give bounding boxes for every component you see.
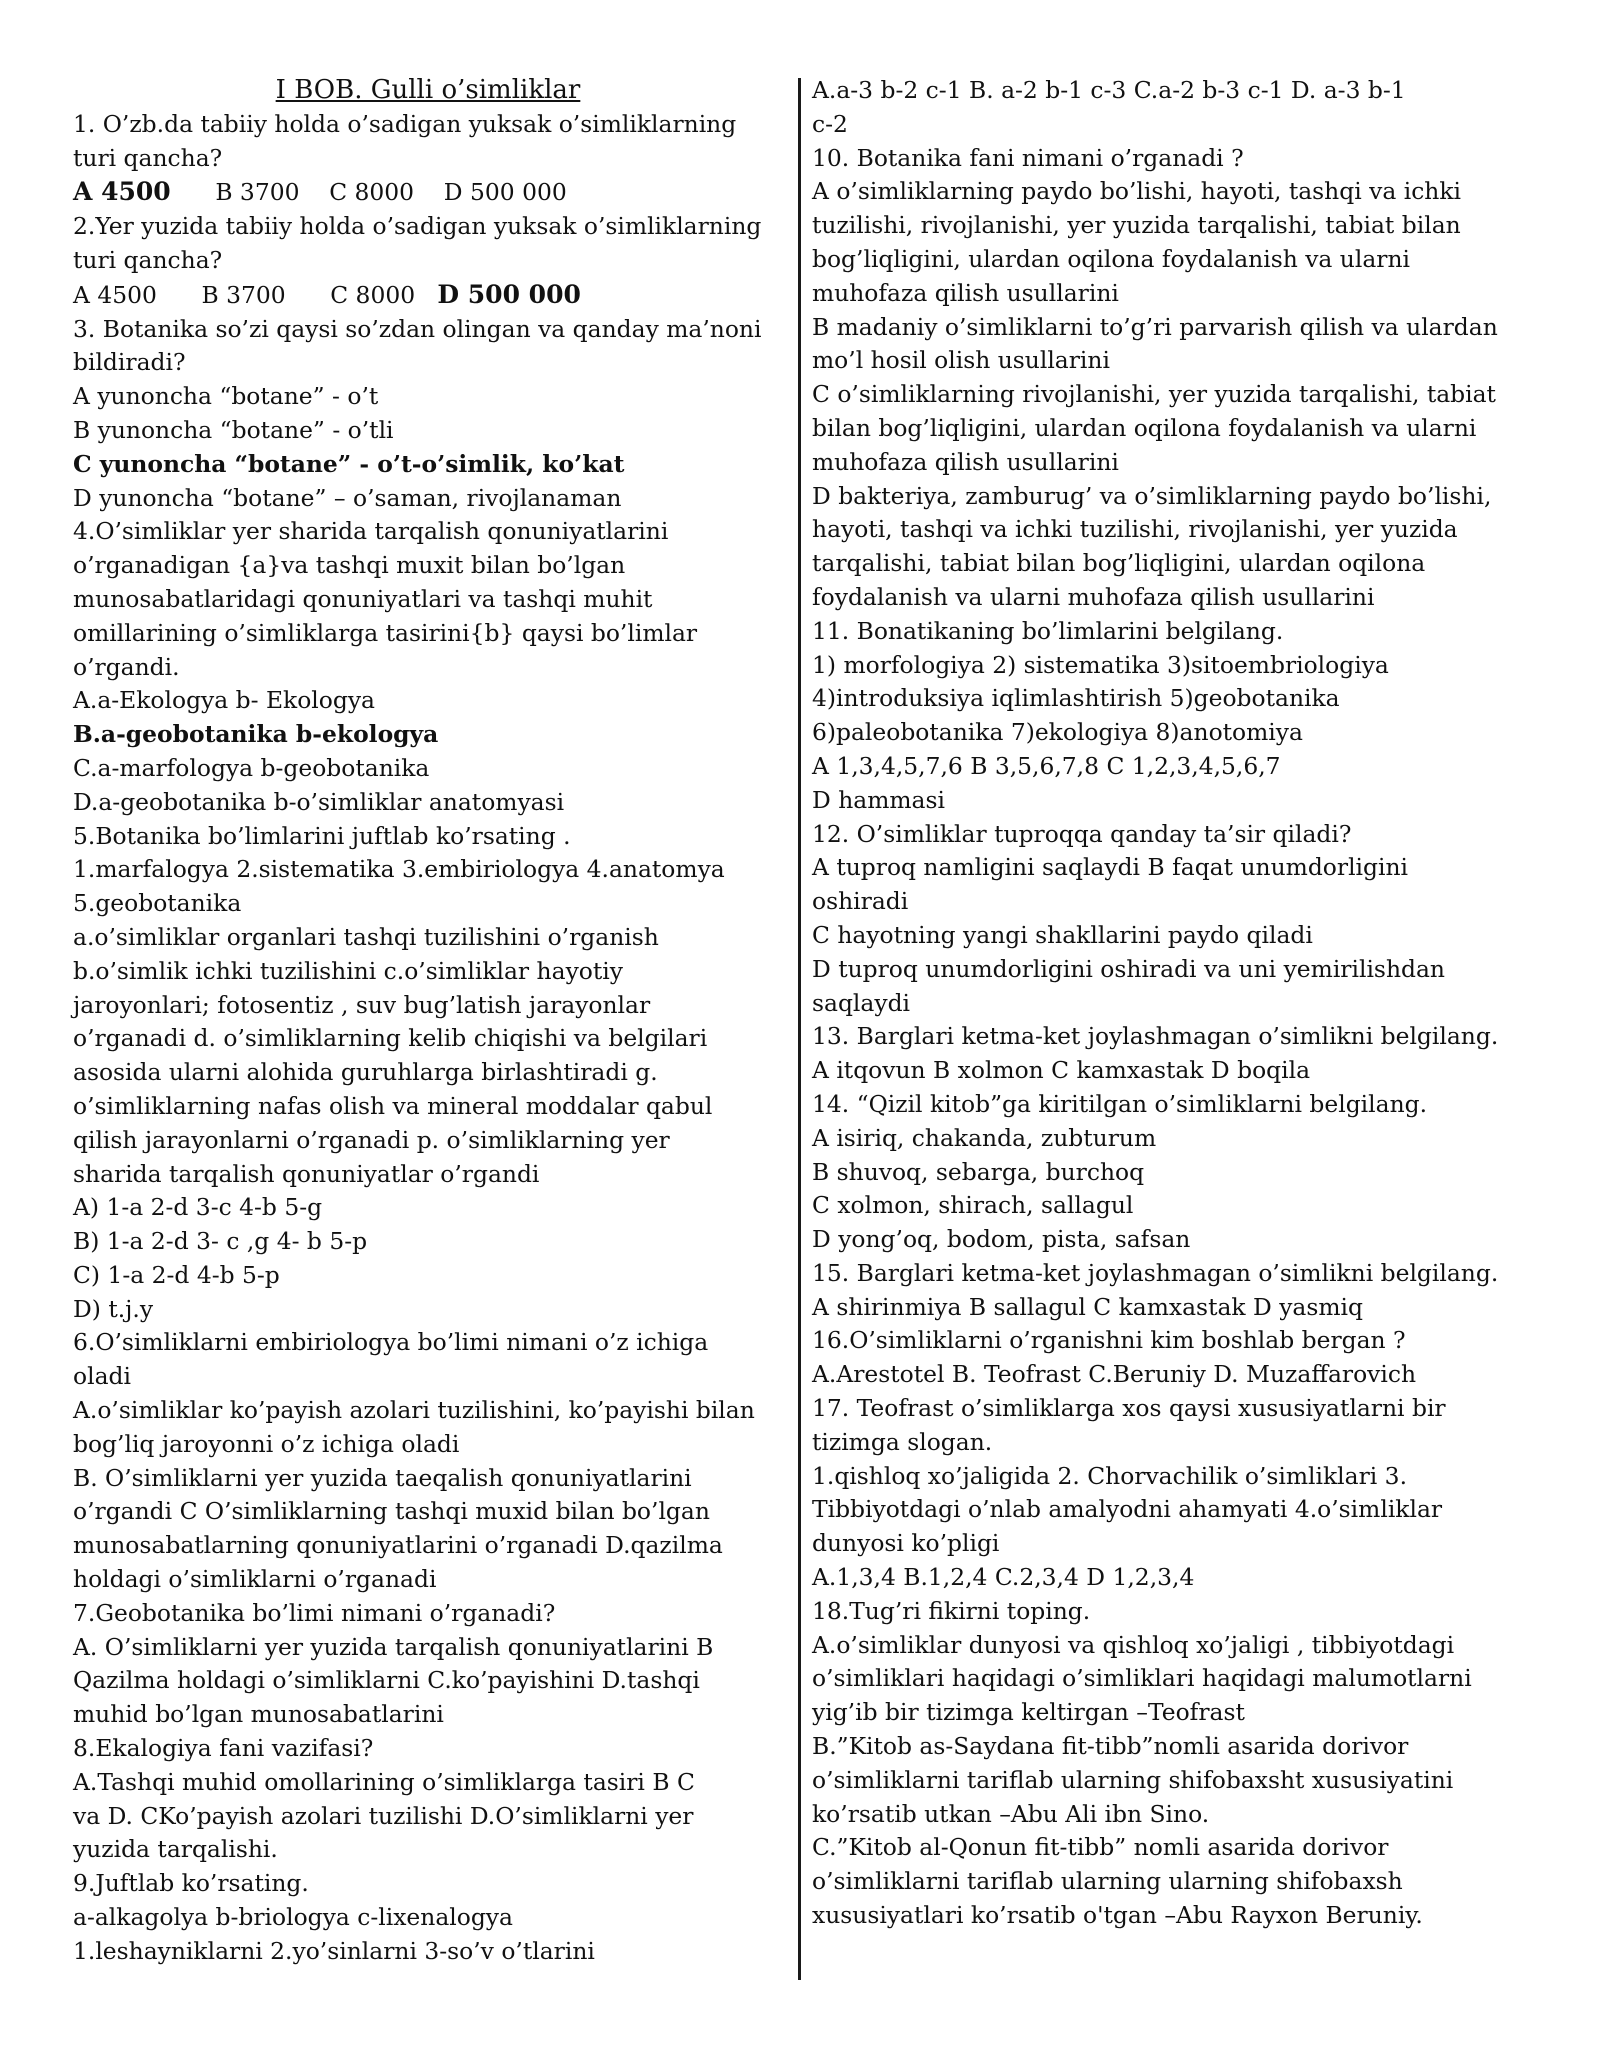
text-line: o’rganadi d. o’simliklarning kelib chiqishi va belgilari: [73, 1024, 708, 1053]
text-line: 4.O’simliklar yer sharida tarqalish qonuniyatlarini: [73, 517, 669, 546]
text-line: turi qancha?: [73, 143, 223, 172]
correct-answer-line: B.a-geobotanika b-ekologya: [73, 720, 439, 749]
text-line: bog’liq jaroyonni o’z ichiga oladi: [73, 1429, 460, 1458]
text-line: 1.qishloq xo’jaligida 2. Chorvachilik o’simliklari 3.: [812, 1461, 1407, 1490]
text-line: o’rgandi.: [73, 652, 180, 681]
text-line: muhofaza qilish usullarini: [812, 447, 1119, 476]
q1-options: [73, 175, 783, 210]
text-line: yig’ib bir tizimga keltirgan –Teofrast: [812, 1698, 1245, 1727]
text-line: B madaniy o’simliklarni to’g’ri parvarish qilish va ulardan: [812, 312, 1498, 341]
text-line: D) t.j.y: [73, 1294, 154, 1323]
text-line: o’simliklarning nafas olish va mineral moddalar qabul: [73, 1091, 713, 1120]
text-line: Tibbiyotdagi o’nlab amalyodni ahamyati 4.o’simliklar: [812, 1495, 1443, 1524]
text-line: 1.marfalogya 2.sistematika 3.embiriologya 4.anatomya: [73, 855, 725, 884]
text-line: asosida ularni alohida guruhlarga birlashtiradi g.: [73, 1058, 658, 1087]
text-line: 2.Yer yuzida tabiiy holda o’sadigan yuksak o’simliklarning: [73, 212, 762, 241]
text-line: 18.Tug’ri fikirni toping.: [812, 1596, 1091, 1625]
text-line: 3. Botanika so’zi qaysi so’zdan olingan va qanday ma’noni: [73, 314, 762, 343]
text-line: bilan bog’liqligini, ulardan oqilona foydalanish va ularni: [812, 413, 1477, 442]
text-line: o’simliklari haqidagi o’simliklari haqidagi malumotlarni: [812, 1664, 1472, 1693]
column-divider: [798, 78, 801, 1980]
text-line: va D. CKo’payish azolari tuzilishi D.O’simliklarni yer: [73, 1801, 694, 1830]
text-line: B shuvoq, sebarga, burchoq: [812, 1157, 1145, 1186]
text-line: oladi: [73, 1362, 131, 1391]
text-line: A.a-3 b-2 c-1 B. a-2 b-1 c-3 C.a-2 b-3 c-1 D. a-3 b-1: [812, 76, 1406, 104]
text-line: D hammasi: [812, 785, 945, 814]
text-line: 15. Barglari ketma-ket joylashmagan o’simlikni belgilang.: [812, 1258, 1499, 1287]
text-line: 10. Botanika fani nimani o’rganadi ?: [812, 143, 1244, 172]
text-line: 7.Geobotanika bo’limi nimani o’rganadi?: [73, 1598, 556, 1627]
left-column: [73, 74, 783, 1969]
text-line: jaroyonlari; fotosentiz , suv bug’latish jarayonlar: [73, 990, 651, 1019]
text-line: A isiriq, chakanda, zubturum: [812, 1123, 1157, 1152]
text-line: yuzida tarqalishi.: [73, 1835, 278, 1864]
text-line: o’simliklarni tariflab ularning shifobaxsht xususiyatini: [812, 1765, 1454, 1794]
text-line: C o’simliklarning rivojlanishi, yer yuzida tarqalishi, tabiat: [812, 380, 1496, 409]
text-line: tuzilishi, rivojlanishi, yer yuzida tarqalishi, tabiat bilan: [812, 211, 1461, 240]
text-line: turi qancha?: [73, 245, 223, 274]
text-line: b.o’simlik ichki tuzilishini c.o’simliklar hayotiy: [73, 956, 623, 985]
text-line: B. O’simliklarni yer yuzida taeqalish qonuniyatlarini: [73, 1463, 692, 1492]
text-line: Qazilma holdagi o’simliklarni C.ko’payishini D.tashqi: [73, 1666, 700, 1695]
text-line: C) 1-a 2-d 4-b 5-p: [73, 1260, 280, 1289]
text-line: muhid bo’lgan munosabatlarini: [73, 1700, 444, 1729]
text-line: 11. Bonatikaning bo’limlarini belgilang.: [812, 616, 1284, 645]
text-line: tarqalishi, tabiat bilan bog’liqligini, ulardan oqilona: [812, 549, 1426, 578]
text-line: A.a-Ekologya b- Ekologya: [73, 686, 375, 715]
text-line: 5.Botanika bo’limlarini juftlab ko’rsating .: [73, 821, 571, 850]
text-line: 6)paleobotanika 7)ekologiya 8)anotomiya: [812, 718, 1303, 747]
text-line: 17. Teofrast o’simliklarga xos qaysi xususiyatlarni bir: [812, 1394, 1446, 1423]
text-line: 13. Barglari ketma-ket joylashmagan o’simlikni belgilang.: [812, 1022, 1499, 1051]
text-line: 5.geobotanika: [73, 889, 242, 918]
text-line: o’simliklarni tariflab ularning ularning shifobaxsh: [812, 1867, 1403, 1896]
text-line: B) 1-a 2-d 3- c ,g 4- b 5-p: [73, 1227, 368, 1256]
text-line: sharida tarqalish qonuniyatlar o’rgandi: [73, 1159, 540, 1188]
text-line: A 1,3,4,5,7,6 B 3,5,6,7,8 C 1,2,3,4,5,6,7: [812, 751, 1281, 780]
text-line: 8.Ekalogiya fani vazifasi?: [73, 1734, 374, 1763]
text-line: bildiradi?: [73, 348, 186, 377]
text-line: a-alkagolya b-briologya c-lixenalogya: [73, 1903, 513, 1932]
text-line: A) 1-a 2-d 3-c 4-b 5-g: [73, 1193, 323, 1222]
text-line: bog’liqligini, ulardan oqilona foydalanish va ularni: [812, 244, 1411, 273]
text-line: a.o’simliklar organlari tashqi tuzilishini o’rganish: [73, 922, 659, 951]
text-line: omillarining o’simliklarga tasirini{b} qaysi bo’limlar: [73, 618, 698, 647]
text-line: C.”Kitob al-Qonun fit-tibb” nomli asarida dorivor: [812, 1833, 1389, 1862]
text-line: 14. “Qizil kitob”ga kiritilgan o’simliklarni belgilang.: [812, 1089, 1428, 1118]
q1-correct-answer: A 4500: [73, 177, 171, 207]
q2-other-options: A 4500 B 3700 C 8000: [73, 280, 438, 309]
text-line: munosabatlaridagi qonuniyatlari va tashqi muhit: [73, 584, 653, 613]
text-line: dunyosi ko’pligi: [812, 1529, 1000, 1558]
text-line: A.Tashqi muhid omollarining o’simliklarga tasiri B C: [73, 1767, 695, 1796]
text-line: A itqovun B xolmon C kamxastak D boqila: [812, 1056, 1311, 1085]
text-line: B yunoncha “botane” - o’tli: [73, 415, 394, 444]
right-column: [812, 74, 1532, 1933]
text-line: 4)introduksiya iqlimlashtirish 5)geobotanika: [812, 684, 1340, 713]
text-line: o’rgandi C O’simliklarning tashqi muxid bilan bo’lgan: [73, 1497, 710, 1526]
text-line: A.1,3,4 B.1,2,4 C.2,3,4 D 1,2,3,4: [812, 1563, 1195, 1592]
text-line: hayoti, tashqi va ichki tuzilishi, rivojlanishi, yer yuzida: [812, 515, 1458, 544]
text-line: munosabatlarning qonuniyatlarini o’rganadi D.qazilma: [73, 1531, 723, 1560]
text-line: c-2: [812, 109, 848, 138]
text-line: ko’rsatib utkan –Abu Ali ibn Sino.: [812, 1799, 1210, 1828]
chapter-title: I BOB. Gulli o’simliklar: [275, 75, 581, 105]
q2-options: [73, 278, 783, 313]
text-line: 1. O’zb.da tabiiy holda o’sadigan yuksak o’simliklarning: [73, 109, 737, 138]
text-line: oshiradi: [812, 887, 909, 916]
text-line: D tuproq unumdorligini oshiradi va uni yemirilishdan: [812, 954, 1445, 983]
text-line: saqlaydi: [812, 988, 911, 1017]
text-line: A tuproq namligini saqlaydi B faqat unumdorligini: [812, 853, 1409, 882]
text-line: qilish jarayonlarni o’rganadi p. o’simliklarning yer: [73, 1125, 670, 1154]
text-line: A. O’simliklarni yer yuzida tarqalish qonuniyatlarini B: [73, 1632, 714, 1661]
text-line: tizimga slogan.: [812, 1427, 993, 1456]
text-line: D bakteriya, zamburug’ va o’simliklarning paydo bo’lishi,: [812, 481, 1492, 510]
correct-answer-line: C yunoncha “botane” - o’t-o’simlik, ko’kat: [73, 449, 625, 478]
text-line: A shirinmiya B sallagul C kamxastak D yasmiq: [812, 1292, 1364, 1321]
text-line: 9.Juftlab ko’rsating.: [73, 1869, 309, 1898]
text-line: 1.leshayniklarni 2.yo’sinlarni 3-so’v o’tlarini: [73, 1936, 595, 1965]
text-line: B.”Kitob as-Saydana fit-tibb”nomli asarida dorivor: [812, 1732, 1409, 1761]
text-line: D yunoncha “botane” – o’saman, rivojlanaman: [73, 483, 622, 512]
text-line: A.o’simliklar ko’payish azolari tuzilishini, ko’payishi bilan: [73, 1396, 755, 1425]
q2-correct-answer: D 500 000: [437, 279, 581, 309]
text-line: holdagi o’simliklarni o’rganadi: [73, 1565, 437, 1594]
text-line: C xolmon, shirach, sallagul: [812, 1191, 1134, 1220]
text-line: muhofaza qilish usullarini: [812, 278, 1119, 307]
text-line: C.a-marfologya b-geobotanika: [73, 753, 430, 782]
text-line: D yong’oq, bodom, pista, safsan: [812, 1225, 1191, 1254]
text-line: 16.O’simliklarni o’rganishni kim boshlab bergan ?: [812, 1326, 1406, 1355]
text-line: A o’simliklarning paydo bo’lishi, hayoti, tashqi va ichki: [812, 177, 1462, 206]
text-line: 12. O’simliklar tuproqqa qanday ta’sir qiladi?: [812, 819, 1352, 848]
text-line: xususiyatlari ko’rsatib o'tgan –Abu Rayxon Beruniy.: [812, 1901, 1423, 1930]
text-line: foydalanish va ularni muhofaza qilish usullarini: [812, 582, 1375, 611]
text-line: A.Arestotel B. Teofrast C.Beruniy D. Muzaffarovich: [812, 1360, 1417, 1389]
text-line: C hayotning yangi shakllarini paydo qiladi: [812, 920, 1313, 949]
q1-other-options: B 3700 C 8000 D 500 000: [215, 178, 567, 207]
text-line: A yunoncha “botane” - o’t: [73, 382, 379, 411]
text-line: o’rganadigan {a}va tashqi muxit bilan bo’lgan: [73, 551, 626, 580]
text-line: A.o’simliklar dunyosi va qishloq xo’jaligi , tibbiyotdagi: [812, 1630, 1455, 1659]
text-line: mo’l hosil olish usullarini: [812, 346, 1110, 375]
text-line: D.a-geobotanika b-o’simliklar anatomyasi: [73, 787, 565, 816]
text-line: 6.O’simliklarni embiriologya bo’limi nimani o’z ichiga: [73, 1328, 709, 1357]
text-line: 1) morfologiya 2) sistematika 3)sitoembriologiya: [812, 650, 1389, 679]
